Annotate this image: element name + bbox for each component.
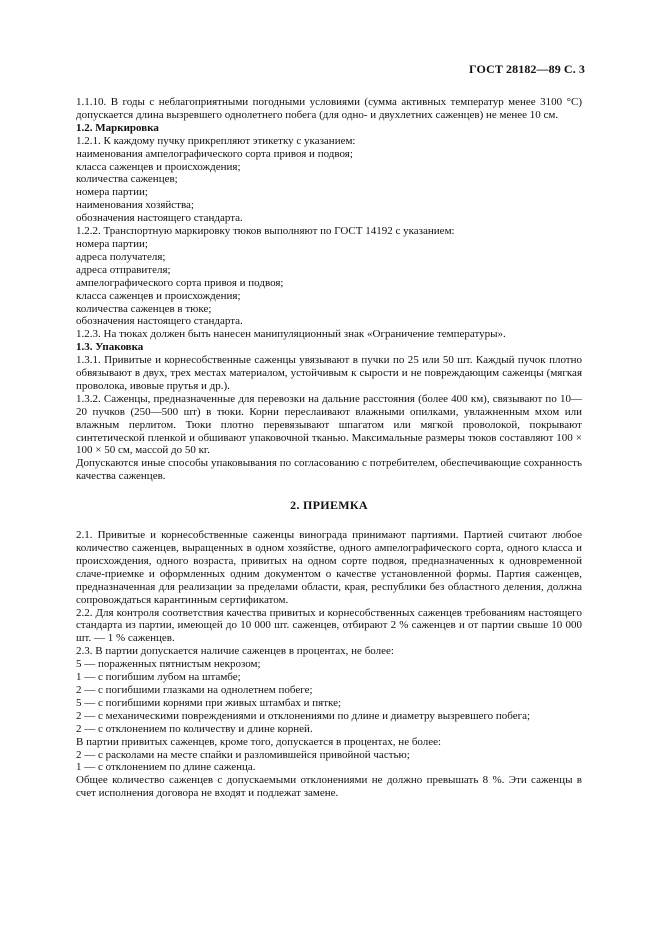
list-item: количества саженцев; <box>76 173 178 186</box>
page-header: ГОСТ 28182—89 С. 3 <box>469 62 585 76</box>
section-2-title: 2. ПРИЕМКА <box>290 498 368 513</box>
list-item: количества саженцев в тюке; <box>76 302 212 315</box>
clause-2-2: 2.2. Для контроля соответствия качества привитых и корнесобственных саженцев требованиям настоящего стандарта из партии, имеющей до 10 000 шт. саженцев, отбирают 2 % саженцев и от партии свыше 10 000 шт. — 1 % саженцев. <box>76 606 582 645</box>
list-2-3-grafted <box>76 749 582 775</box>
list-2-3 <box>76 658 582 735</box>
list-item: 1 — с погибшим лубом на штамбе; <box>76 671 241 684</box>
list-item: класса саженцев и происхождения; <box>76 160 241 173</box>
list-item: 2 — с расколами на месте спайки и разломившейся привойной частью; <box>76 748 410 761</box>
list-item: номера партии; <box>76 186 148 199</box>
list-item: 2 — с погибшими глазками на однолетнем побеге; <box>76 683 313 696</box>
list-item: класса саженцев и происхождения; <box>76 289 241 302</box>
list-item: наименования ампелографического сорта привоя и подвоя; <box>76 147 353 160</box>
list-item: 5 — пораженных пятнистым некрозом; <box>76 658 261 671</box>
list-item: ампелографического сорта привоя и подвоя; <box>76 276 284 289</box>
clause-1-3-2: 1.3.2. Саженцы, предназначенные для перевозки на дальние расстояния (более 400 км), связывают по 10—20 пучков (250—500 шт) в тюки. Корни переслаивают влажными опилками, увлажненным мхом или влажным перлитом. Тюки плотно перевязывают шпагатом или мягкой проволокой, покрывают синтетической пленкой и обшивают упаковочной тканью. Максимальные размеры тюков составляют 100 × 100 × 50 см, массой до 50 кг. <box>76 392 582 457</box>
clause-1-2-2-intro: 1.2.2. Транспортную маркировку тюков выполняют по ГОСТ 14192 с указанием: <box>76 225 455 238</box>
clause-1-1-10: 1.1.10. В годы с неблагоприятными погодными условиями (сумма активных температур менее 3100 °С) допускается длина вызревшего однолетнего побега (для одно- и двухлетних саженцев) не менее 10 см. <box>76 96 582 121</box>
clause-1-3-note: Допускаются иные способы упаковывания по согласованию с потребителем, обеспечивающие сохранность качества саженцев. <box>76 457 582 483</box>
list-1-2-2 <box>76 238 582 328</box>
list-item: 2 — с механическими повреждениями и отклонениями по длине и диаметру вызревшего побега; <box>76 709 531 722</box>
list-item: обозначения настоящего стандарта. <box>76 315 243 328</box>
clause-1-3-1: 1.3.1. Привитые и корнесобственные саженцы увязывают в пучки по 25 или 50 шт. Каждый пучок плотно обвязывают в двух, трех местах материалом, устойчивым к сырости и не повреждающим саженцы (мягкая проволока, ивовые прутья и др.). <box>76 354 582 392</box>
clause-2-3-intro: 2.3. В партии допускается наличие саженцев в процентах, не более: <box>76 645 394 658</box>
clause-1-2-1-intro: 1.2.1. К каждому пучку прикрепляют этикетку с указанием: <box>76 134 356 147</box>
list-item: 5 — с погибшими корнями при живых штамбах и пятке; <box>76 696 342 709</box>
document-body <box>76 96 582 800</box>
list-item: 1 — с отклонением по длине саженца. <box>76 761 256 774</box>
list-item: наименования хозяйства; <box>76 199 194 212</box>
list-item: адреса отправителя; <box>76 263 171 276</box>
clause-1-2-3: 1.2.3. На тюках должен быть нанесен манипуляционный знак «Ограничение температуры». <box>76 328 506 341</box>
list-1-2-1 <box>76 148 582 225</box>
clause-2-1: 2.1. Привитые и корнесобственные саженцы винограда принимают партиями. Партией считают любое количество саженцев, выращенных в одном хозяйстве, одного ампелографического сорта, одного класса и происхождения, одного возраста, привитых на одном сорте подвоя, предназначенных к одновременной слаче-приемке и оформленных одним документом о качестве установленной формы. Партия саженцев, предназначенная для реализации за пределами области, края, республики без областного деления, должна сопровождаться карантинным сертификатом. <box>76 529 582 606</box>
heading-packaging: 1.3. Упаковка <box>76 341 144 354</box>
list-item: обозначения настоящего стандарта. <box>76 212 243 225</box>
list-item: номера партии; <box>76 237 148 250</box>
list-item: 2 — с отклонением по количеству и длине корней. <box>76 722 313 735</box>
clause-2-3-grafted-intro: В партии привитых саженцев, кроме того, допускается в процентах, не более: <box>76 735 442 748</box>
clause-2-3-total: Общее количество саженцев с допускаемыми отклонениями не должно превышать 8 %. Эти саженцы в счет исполнения договора не входят и подлежат замене. <box>76 774 582 800</box>
heading-marking: 1.2. Маркировка <box>76 121 159 134</box>
list-item: адреса получателя; <box>76 250 166 263</box>
